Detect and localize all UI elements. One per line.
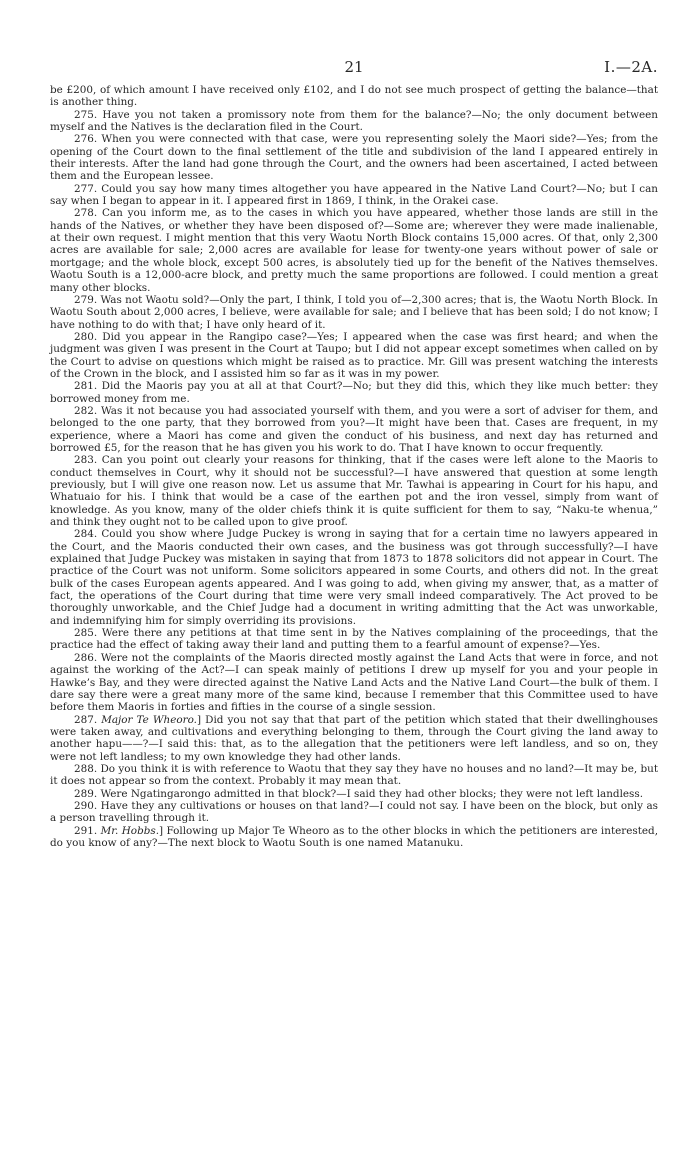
paragraph-q289: 289. Were Ngatingarongo admitted in that block?—I said they had other blocks; they were not left landless. [74,787,644,800]
question-number: 291. [74,824,98,837]
speaker-name: Mr. Hobbs. [100,824,160,837]
paragraph-q282: 282. Was it not because you had associated yourself with them, and you were a sort of adviser for them, and belonged to the one party, that they borrowed from you?—It might have been that. Cases are frequent, in my experience, where a Maori has come and given the conduct of his business, and next day has returned and borrowed £5, for the reason that he has given you his work to do. That I have known to occur frequently. [50,404,658,454]
speaker-name: Major Te Wheoro. [101,713,197,726]
paragraph-q283: 283. Can you point out clearly your reasons for thinking, that if the cases were left alone to the Maoris to conduct themselves in Court, why it should not be successful?—I have answered that question at some length previously, but I will give one reason now. Let us assume that Mr. Tawhai is appearing in Court for his hapu, and Whatuaio for his. I think that would be a case of the earthen pot and the iron vessel, simply from want of knowledge. As you know, many of the older chiefs think it is quite sufficient for them to say, “Naku-te whenua,” and think they ought not to be called upon to give proof. [50,454,658,529]
paragraph-q291: 291. Mr. Hobbs.] Following up Major Te Wheoro as to the other blocks in which the petitioners are interested, do you know of any?—The next block to Waotu South is one named Matanuku. [50,824,658,849]
body-text [50,84,658,849]
page-header [50,58,658,84]
paragraph-q281: 281. Did the Maoris pay you at all at that Court?—No; but they did this, which they like much better: they borrowed money from me. [50,380,658,405]
paragraph-text: Did you not say that that part of the petition which stated that their dwellinghouses were taken away, and cultivations and everything belonging to them, through the Court giving the land away to another hapu——?—I said this: that, as to the allegation that the petitioners were left landless, and so on, they were not left landless; to my own knowledge they had other lands. [50,713,659,763]
paragraph-q287: 287. Major Te Wheoro.] Did you not say that that part of the petition which stated that their dwellinghouses were taken away, and cultivations and everything belonging to them, through the Court giving the land away to another hapu——?—I said this: that, as to the allegation that the petitioners were left landless, and so on, they were not left landless; to my own knowledge they had other lands. [50,713,659,763]
paragraph-continuation: be £200, of which amount I have received only £102, and I do not see much prospect of getting the balance—that is another thing. [50,84,658,109]
paragraph-q279: 279. Was not Waotu sold?—Only the part, I think, I told you of—2,300 acres; that is, the Waotu North Block. In Waotu South about 2,000 acres, I believe, were available for sale; and I believe that has been sold; I do not know; I have nothing to do with that; I have only heard of it. [50,293,658,331]
paragraph-q285: 285. Were there any petitions at that time sent in by the Natives complaining of the proceedings, that the practice had the effect of taking away their land and putting them to a fearful amount of expense?—Yes. [50,627,658,652]
paragraph-q290: 290. Have they any cultivations or houses on that land?—I could not say. I have been on the block, but only as a person travelling through it. [50,799,658,825]
page-number: 21 [344,58,364,76]
paragraph-q278: 278. Can you inform me, as to the cases in which you have appeared, whether those lands are still in the hands of the Natives, or whether they have been disposed of?—Some are; wherever they were made inalienable, at their own request. I might mention that this very Waotu North Block contains 15,000 acres. Of that, only 2,300 acres are available for sale; 2,000 acres are available for lease for twenty-one years without power of sale or mortgage; and the whole block, except 500 acres, is absolutely tied up for the benefit of the Natives themselves. Waotu South is a 12,000-acre block, and pretty much the same proportions are followed. I could mention a great many other blocks. [50,207,658,294]
paragraph-q277: 277. Could you say how many times altogether you have appeared in the Native Land Court?—No; but I can say when I began to appear in it. I appeared first in 1869, I think, in the Orakei case. [50,182,658,208]
paragraph-q276: 276. When you were connected with that case, were you representing solely the Maori side?—Yes; from the opening of the Court down to the final settlement of the title and subdivision of the land I appeared entirely in their interests. After the land had gone through the Court, and the owners had been ascertained, I acted between them and the European lessee. [50,133,658,183]
paragraph-q280: 280. Did you appear in the Rangipo case?—Yes; I appeared when the case was first heard; and when the judgment was given I was present in the Court at Taupo; but I did not appear except sometimes when called on by the Court to advise on questions which might be raised as to practice. Mr. Gill was present watching the interests of the Crown in the block, and I assisted him so far as it was in my power. [50,330,658,380]
paragraph-q275: 275. Have you not taken a promissory note from them for the balance?—No; the only document between myself and the Natives is the declaration filed in the Court. [50,108,658,134]
parliamentary-paper-reference: I.—2A. [604,58,658,76]
paragraph-q286: 286. Were not the complaints of the Maoris directed mostly against the Land Acts that were in force, and not against the working of the Act?—I can speak mainly of petitions I drew up myself for you and your people in Hawke’s Bay, and they were directed against the Native Land Acts and the Native Land Court—the bulk of them. I dare say there were a great many more of the same kind, because I remember that this Committee used to have before them Maoris in forties and fifties in the course of a single session. [50,651,658,714]
paragraph-q288: 288. Do you think it is with reference to Waotu that they say they have no houses and no land?—It may be, but it does not appear so from the context. Probably it may mean that. [50,762,658,788]
paragraph-text: Following up Major Te Wheoro as to the other blocks in which the petitioners are interested, do you know of any?—The next block to Waotu South is one named Matanuku. [50,824,658,849]
question-number: 287. [74,713,98,726]
paragraph-q284: 284. Could you show where Judge Puckey is wrong in saying that for a certain time no lawyers appeared in the Court, and the Maoris conducted their own cases, and the business was got through successfully?—I have explained that Judge Puckey was mistaken in saying that from 1873 to 1878 solicitors did not appear in Court. The practice of the Court was not uniform. Some solicitors appeared in some Courts, and others did not. In the great bulk of the cases European agents appeared. And I was going to add, when giving my answer, that, as a matter of fact, the operations of the Court during that time were very small indeed comparatively. The Act proved to be thoroughly unworkable, and the Chief Judge had a document in writing admitting that the Act was unworkable, and indemnifying him for simply overriding its provisions. [50,528,658,627]
